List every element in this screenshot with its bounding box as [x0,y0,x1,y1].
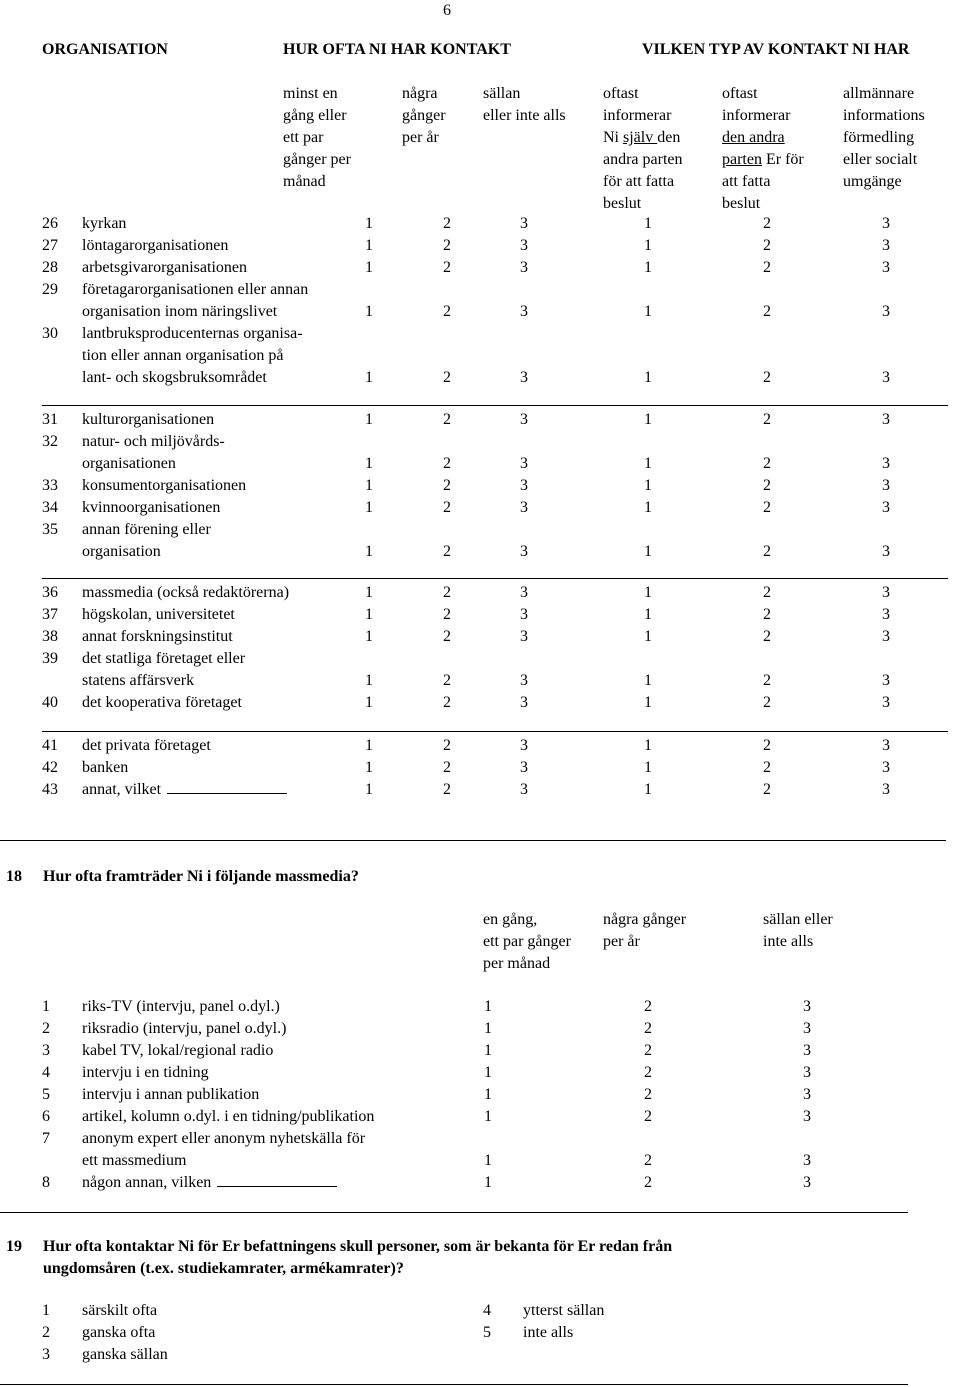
row-number: 42 [42,759,58,776]
response-code: 1 [365,369,373,386]
response-code: 3 [520,737,528,754]
organisation-label: kulturorganisationen [82,411,215,428]
response-code: 2 [443,584,451,601]
column-header-5-line: informerar [722,107,791,124]
response-code: 3 [520,411,528,428]
response-code: 2 [443,215,451,232]
response-code: 2 [443,606,451,623]
response-code: 1 [644,672,652,689]
media-label: intervju i en tidning [82,1064,209,1081]
column-header: per månad [483,955,551,972]
organisation-label: lantbruksproducenternas organisa- [82,325,303,342]
response-code: 3 [520,499,528,516]
response-code: 2 [644,1020,652,1037]
row-number: 28 [42,259,58,276]
response-code: 2 [763,499,771,516]
column-header-4-line: för att fatta [603,173,675,190]
response-code: 2 [443,477,451,494]
row-number: 35 [42,521,58,538]
column-header-3-line: eller inte alls [483,107,566,124]
column-header-6-line: allmännare [843,85,915,102]
response-code: 3 [882,584,890,601]
response-code: 3 [520,694,528,711]
response-code: 1 [644,628,652,645]
response-code: 2 [443,694,451,711]
response-code: 2 [763,606,771,623]
response-code: 2 [644,1152,652,1169]
section-divider [42,405,948,406]
response-code: 2 [763,259,771,276]
section-divider [42,578,948,579]
option-label: särskilt ofta [82,1302,158,1319]
row-number: 26 [42,215,58,232]
organisation-label: det privata företaget [82,737,211,754]
response-code: 3 [803,1086,811,1103]
option-number: 1 [42,1302,50,1319]
item-number: 4 [42,1064,50,1081]
response-code: 3 [803,1152,811,1169]
response-code: 1 [644,584,652,601]
row-number: 43 [42,781,58,798]
column-header-2-line: gånger [402,107,446,124]
response-code: 1 [365,455,373,472]
column-header: inte alls [763,933,814,950]
row-number: 39 [42,650,58,667]
response-code: 1 [484,1152,492,1169]
response-code: 1 [484,1108,492,1125]
organisation-label: högskolan, universitetet [82,606,235,623]
response-code: 1 [365,628,373,645]
response-code: 3 [882,215,890,232]
response-code: 1 [644,781,652,798]
response-code: 3 [882,455,890,472]
response-code: 2 [644,1064,652,1081]
response-code: 1 [644,237,652,254]
response-code: 3 [520,628,528,645]
question-text: Hur ofta kontaktar Ni för Er befattningens skull personer, som är bekanta för Er redan från [43,1238,673,1255]
response-code: 1 [644,303,652,320]
response-code: 2 [763,628,771,645]
item-number: 6 [42,1108,50,1125]
response-code: 3 [882,477,890,494]
organisation-label: arbetsgivarorganisationen [82,259,247,276]
response-code: 1 [365,259,373,276]
response-code: 1 [644,737,652,754]
response-code: 1 [365,672,373,689]
column-header-6-line: umgänge [843,173,902,190]
response-code: 1 [365,499,373,516]
column-header-5-line: beslut [722,195,761,212]
response-code: 1 [644,215,652,232]
organisation-label: statens affärsverk [82,672,195,689]
response-code: 3 [882,781,890,798]
response-code: 1 [365,237,373,254]
media-label: intervju i annan publikation [82,1086,260,1103]
response-code: 1 [365,215,373,232]
response-code: 2 [763,759,771,776]
response-code: 2 [443,237,451,254]
response-code: 1 [484,1174,492,1191]
write-in-blank[interactable] [167,779,287,794]
response-code: 3 [803,1020,811,1037]
column-header-1-line: månad [283,173,326,190]
row-number: 30 [42,325,58,342]
organisation-label: lant- och skogsbruksområdet [82,369,267,386]
item-number: 2 [42,1020,50,1037]
row-number: 36 [42,584,58,601]
response-code: 2 [763,543,771,560]
response-code: 3 [882,694,890,711]
organisation-label: organisation [82,543,161,560]
row-number: 34 [42,499,58,516]
section-divider [0,1384,908,1385]
response-code: 2 [443,737,451,754]
response-code: 3 [803,998,811,1015]
column-header: ett par gånger [483,933,571,950]
response-code: 3 [520,237,528,254]
response-code: 1 [644,259,652,276]
column-header-2-line: per år [402,129,439,146]
row-number: 31 [42,411,58,428]
question-text: ungdomsåren (t.ex. studiekamrater, armékamrater)? [43,1260,404,1277]
response-code: 3 [520,477,528,494]
response-code: 3 [520,781,528,798]
response-code: 3 [882,543,890,560]
response-code: 1 [644,543,652,560]
response-code: 1 [484,1086,492,1103]
column-header: per år [603,933,640,950]
response-code: 1 [644,759,652,776]
column-header-5-line: oftast [722,85,758,102]
organisation-label: annan förening eller [82,521,211,538]
item-number: 1 [42,998,50,1015]
column-header-4-line: Ni själv den [603,129,681,146]
header-organisation: ORGANISATION [42,41,168,58]
column-header-6-line: förmedling [843,129,915,146]
column-header-1-line: gång eller [283,107,347,124]
response-code: 2 [763,737,771,754]
response-code: 1 [484,1042,492,1059]
question-number: 19 [6,1238,22,1255]
option-label: inte alls [523,1324,574,1341]
column-header-1-line: ett par [283,129,324,146]
row-number: 29 [42,281,58,298]
organisation-label: det kooperativa företaget [82,694,242,711]
column-header-4-line: informerar [603,107,672,124]
option-number: 5 [483,1324,491,1341]
item-number: 3 [42,1042,50,1059]
question-text: Hur ofta framträder Ni i följande massmedia? [43,868,359,885]
column-header-3-line: sällan [483,85,521,102]
response-code: 2 [443,411,451,428]
media-label: anonym expert eller anonym nyhetskälla för [82,1130,366,1147]
row-number: 27 [42,237,58,254]
media-label: kabel TV, lokal/regional radio [82,1042,274,1059]
media-label: artikel, kolumn o.dyl. i en tidning/publikation [82,1108,375,1125]
section-divider [0,1212,908,1213]
item-number: 7 [42,1130,50,1147]
response-code: 3 [882,499,890,516]
response-code: 2 [443,369,451,386]
response-code: 2 [644,998,652,1015]
response-code: 3 [882,737,890,754]
response-code: 2 [443,259,451,276]
organisation-label: massmedia (också redaktörerna) [82,584,290,601]
response-code: 2 [763,781,771,798]
row-number: 40 [42,694,58,711]
header-vilken-typ: VILKEN TYP AV KONTAKT NI HAR [642,41,910,58]
response-code: 2 [763,303,771,320]
option-label: ganska sällan [82,1346,168,1363]
header-hur-ofta: HUR OFTA NI HAR KONTAKT [283,41,511,58]
row-number: 38 [42,628,58,645]
column-header-1-line: gånger per [283,151,351,168]
organisation-label: kyrkan [82,215,127,232]
response-code: 2 [443,543,451,560]
organisation-label: det statliga företaget eller [82,650,246,667]
page-number: 6 [443,2,451,19]
response-code: 3 [882,369,890,386]
response-code: 1 [644,694,652,711]
organisation-label: löntagarorganisationen [82,237,229,254]
column-header-1-line: minst en [283,85,338,102]
option-label: ganska ofta [82,1324,156,1341]
organisation-label: konsumentorganisationen [82,477,247,494]
option-number: 3 [42,1346,50,1363]
response-code: 2 [443,628,451,645]
response-code: 3 [803,1042,811,1059]
organisation-label: natur- och miljövårds- [82,433,225,450]
response-code: 2 [443,672,451,689]
response-code: 3 [520,584,528,601]
response-code: 2 [443,499,451,516]
section-divider [0,840,946,841]
response-code: 1 [484,1020,492,1037]
response-code: 2 [763,369,771,386]
media-label: någon annan, vilken [82,1172,337,1194]
response-code: 1 [484,1064,492,1081]
column-header-5-line: den andra [722,129,785,146]
media-label: riks-TV (intervju, panel o.dyl.) [82,998,280,1015]
response-code: 3 [520,215,528,232]
organisation-label: annat forskningsinstitut [82,628,233,645]
response-code: 3 [882,759,890,776]
response-code: 2 [763,455,771,472]
write-in-blank[interactable] [217,1172,337,1187]
item-number: 5 [42,1086,50,1103]
response-code: 3 [520,303,528,320]
response-code: 1 [365,477,373,494]
section-divider [42,731,948,732]
response-code: 3 [882,628,890,645]
response-code: 2 [443,455,451,472]
response-code: 1 [365,781,373,798]
response-code: 3 [803,1108,811,1125]
response-code: 3 [882,606,890,623]
response-code: 2 [644,1086,652,1103]
response-code: 2 [443,759,451,776]
response-code: 2 [443,781,451,798]
column-header-4-line: andra parten [603,151,683,168]
response-code: 3 [882,259,890,276]
response-code: 2 [763,237,771,254]
response-code: 3 [882,237,890,254]
media-label: riksradio (intervju, panel o.dyl.) [82,1020,287,1037]
row-number: 32 [42,433,58,450]
row-number: 33 [42,477,58,494]
response-code: 1 [644,455,652,472]
response-code: 3 [803,1174,811,1191]
response-code: 3 [882,303,890,320]
organisation-label: kvinnoorganisationen [82,499,221,516]
organisation-label: organisation inom näringslivet [82,303,278,320]
response-code: 3 [520,369,528,386]
response-code: 1 [365,737,373,754]
response-code: 2 [763,672,771,689]
organisation-label: tion eller annan organisation på [82,347,284,364]
row-number: 37 [42,606,58,623]
media-label: ett massmedium [82,1152,187,1169]
response-code: 1 [365,759,373,776]
response-code: 2 [763,215,771,232]
response-code: 3 [520,672,528,689]
item-number: 8 [42,1174,50,1191]
response-code: 1 [365,584,373,601]
response-code: 1 [644,606,652,623]
option-label: ytterst sällan [523,1302,605,1319]
response-code: 3 [882,672,890,689]
response-code: 2 [644,1174,652,1191]
response-code: 2 [763,411,771,428]
column-header-2-line: några [402,85,438,102]
response-code: 2 [443,303,451,320]
response-code: 1 [365,694,373,711]
response-code: 3 [520,543,528,560]
response-code: 1 [484,998,492,1015]
response-code: 1 [644,369,652,386]
organisation-label: organisationen [82,455,176,472]
column-header-5-line: parten Er för [722,151,804,168]
row-number: 41 [42,737,58,754]
response-code: 1 [365,411,373,428]
response-code: 1 [365,543,373,560]
response-code: 1 [365,303,373,320]
column-header-4-line: oftast [603,85,639,102]
response-code: 2 [644,1108,652,1125]
column-header-6-line: informations [843,107,925,124]
response-code: 2 [763,694,771,711]
response-code: 3 [882,411,890,428]
column-header-6-line: eller socialt [843,151,918,168]
column-header: sällan eller [763,911,833,928]
response-code: 2 [644,1042,652,1059]
column-header: några gånger [603,911,687,928]
column-header-5-line: att fatta [722,173,771,190]
response-code: 3 [803,1064,811,1081]
option-number: 2 [42,1324,50,1341]
column-header-4-line: beslut [603,195,642,212]
question-number: 18 [6,868,22,885]
response-code: 1 [644,477,652,494]
response-code: 3 [520,259,528,276]
organisation-label: banken [82,759,129,776]
response-code: 1 [644,499,652,516]
organisation-label: annat, vilket [82,779,287,801]
organisation-label: företagarorganisationen eller annan [82,281,309,298]
response-code: 1 [365,606,373,623]
response-code: 3 [520,455,528,472]
option-number: 4 [483,1302,491,1319]
column-header: en gång, [483,911,538,928]
response-code: 3 [520,606,528,623]
response-code: 2 [763,477,771,494]
response-code: 3 [520,759,528,776]
response-code: 2 [763,584,771,601]
response-code: 1 [644,411,652,428]
